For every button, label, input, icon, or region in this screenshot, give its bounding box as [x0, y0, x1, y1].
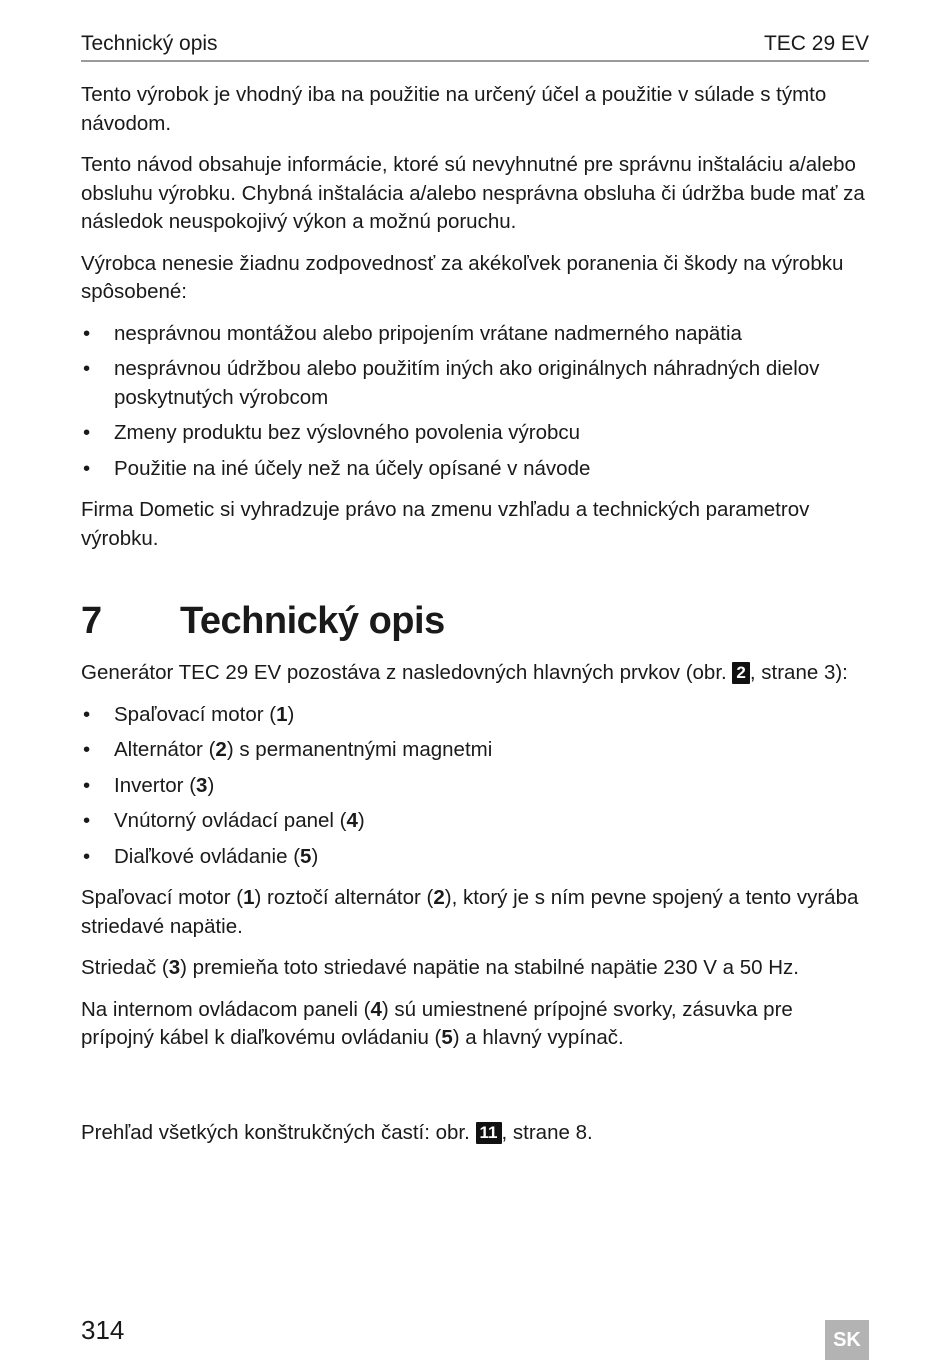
intro-paragraph-1: Tento výrobok je vhodný iba na použitie na určený účel a použitie v súlade s týmto návodom.: [81, 83, 827, 135]
running-header-title: Technický opis: [81, 32, 218, 55]
page-number: 314: [81, 1315, 125, 1345]
list-item: • nesprávnou údržbou alebo použitím iných ako originálnych náhradných dielov poskytnutých výrobcom: [81, 355, 871, 412]
overview-text: Prehľad všetkých konštrukčných častí: obr.: [81, 1121, 470, 1144]
inverter-paragraph: Striedač (3) premieňa toto striedavé napätie na stabilné napätie 230 V a 50 Hz.: [81, 956, 799, 979]
intro-section: [81, 81, 871, 566]
overview-text-after: , strane 8.: [501, 1121, 593, 1144]
section-body: [81, 659, 871, 1066]
section-title: Technický opis: [180, 600, 445, 642]
component-name: Alternátor: [114, 738, 203, 761]
list-item: • Spaľovací motor (1): [81, 701, 871, 730]
figure-reference: 11: [476, 1122, 502, 1144]
engine-paragraph: Spaľovací motor (1) roztočí alternátor (2), ktorý je s ním pevne spojený a tento vyrába striedavé napätie.: [81, 886, 859, 938]
components-list: [81, 701, 871, 872]
list-item: • Použitie na iné účely než na účely opísané v návode: [81, 455, 871, 484]
section-lead: [81, 659, 871, 688]
list-item: • Diaľkové ovládanie (5): [81, 843, 871, 872]
intro-paragraph-4: Firma Dometic si vyhradzuje právo na zmenu vzhľadu a technických parametrov výrobku.: [81, 498, 810, 550]
figure-reference: 2: [732, 662, 749, 684]
list-item: • nesprávnou montážou alebo pripojením vrátane nadmerného napätia: [81, 320, 871, 349]
parts-overview-line: [81, 1118, 593, 1148]
lead-text-after: , strane 3):: [749, 661, 848, 684]
list-item: • Zmeny produktu bez výslovného povolenia výrobcu: [81, 419, 871, 448]
language-tab: SK: [825, 1320, 869, 1360]
component-number: 5: [300, 844, 312, 868]
component-name: Vnútorný ovládací panel: [114, 809, 334, 832]
running-header-model: TEC 29 EV: [763, 32, 869, 55]
panel-paragraph: Na internom ovládacom paneli (4) sú umiestnené prípojné svorky, zásuvka pre prípojný kábel k diaľkovému ovládaniu (5) a hlavný vypínač.: [81, 997, 793, 1049]
component-name: Spaľovací motor: [114, 702, 264, 726]
list-item: • Vnútorný ovládací panel (4): [81, 807, 871, 836]
component-number: 3: [196, 773, 208, 797]
component-name: Invertor: [114, 773, 184, 797]
intro-paragraph-2: Tento návod obsahuje informácie, ktoré sú nevyhnutné pre správnu inštaláciu a/alebo obsluhu výrobku. Chybná inštalácia a/alebo nesprávna obsluha či údržba bude mať za následok neuspokojivý výkon a možnú poruchu.: [81, 153, 865, 233]
intro-paragraph-3: Výrobca nenesie žiadnu zodpovednosť za akékoľvek poranenia či škody na výrobku spôsobené:: [81, 251, 844, 303]
component-suffix: s permanentnými magnetmi: [233, 738, 493, 761]
liability-list: [81, 320, 871, 484]
header-rule: [81, 60, 869, 62]
section-heading: [81, 598, 445, 644]
list-item: • Alternátor (2) s permanentnými magnetmi: [81, 736, 871, 765]
component-number: 2: [215, 738, 227, 761]
list-item: • Invertor (3): [81, 772, 871, 801]
section-number: 7: [81, 600, 102, 642]
component-number: 1: [276, 702, 288, 726]
component-name: Diaľkové ovládanie: [114, 844, 288, 868]
component-number: 4: [346, 809, 358, 832]
lead-text: Generátor TEC 29 EV pozostáva z nasledovných hlavných prvkov (obr.: [81, 661, 727, 684]
